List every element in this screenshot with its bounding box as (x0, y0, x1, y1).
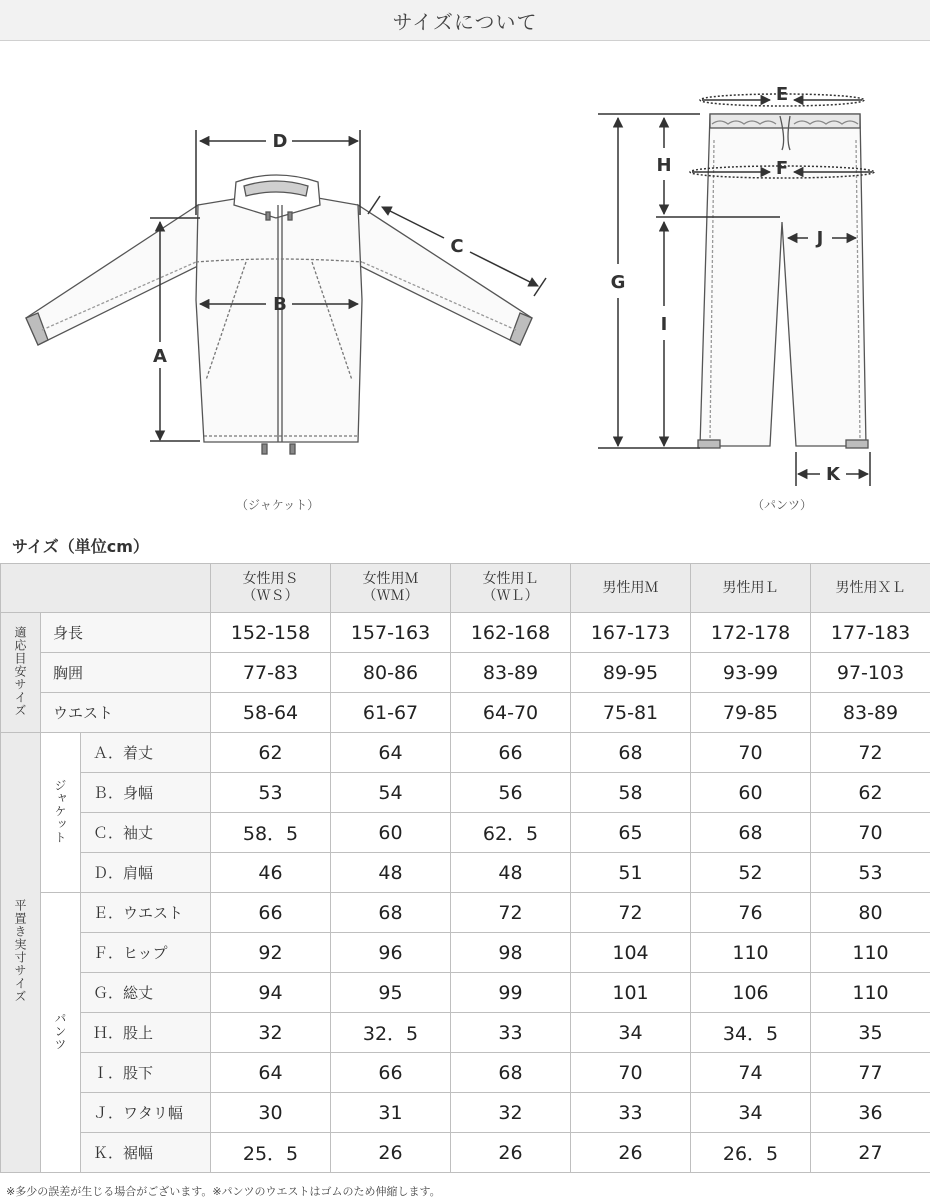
table-cell: 172-178 (691, 613, 811, 653)
label-c: C (450, 236, 464, 257)
table-cell: 83-89 (811, 693, 930, 733)
table-cell: 27 (811, 1133, 930, 1173)
table-cell: 33 (451, 1013, 571, 1053)
group-jacket (41, 733, 81, 893)
table-cell: 89-95 (571, 653, 691, 693)
table-cell: 96 (331, 933, 451, 973)
table-cell: 92 (211, 933, 331, 973)
table-cell: 62 (811, 773, 930, 813)
table-cell: 72 (571, 893, 691, 933)
table-cell: 95 (331, 973, 451, 1013)
size-diagram (0, 40, 930, 530)
label-j: J (816, 228, 824, 249)
table-cell: 68 (691, 813, 811, 853)
table-cell: 32 (211, 1013, 331, 1053)
table-cell: 46 (211, 853, 331, 893)
table-cell: 58．5 (211, 813, 331, 853)
table-cell: 64-70 (451, 693, 571, 733)
row-label: Ｊ．ワタリ幅 (81, 1093, 211, 1133)
table-cell: 79-85 (691, 693, 811, 733)
table-cell: 93-99 (691, 653, 811, 693)
row-label: Ｅ．ウエスト (81, 893, 211, 933)
table-row (1, 693, 930, 733)
table-cell: 36 (811, 1093, 930, 1133)
table-cell: 104 (571, 933, 691, 973)
group-flat-text: 平置き実寸サイズ (13, 899, 27, 1003)
pants-caption: （パンツ） (752, 498, 813, 512)
table-cell: 26 (331, 1133, 451, 1173)
table-cell: 58 (571, 773, 691, 813)
table-cell: 99 (451, 973, 571, 1013)
table-cell: 31 (331, 1093, 451, 1133)
footnote: ※多少の誤差が生じる場合がございます。※パンツのウエストはゴムのため伸縮します。 (6, 1185, 441, 1198)
table-cell: 33 (571, 1093, 691, 1133)
table-cell: 94 (211, 973, 331, 1013)
table-cell: 97-103 (811, 653, 930, 693)
row-label: Ｃ．袖丈 (81, 813, 211, 853)
table-cell: 75-81 (571, 693, 691, 733)
table-cell: 72 (451, 893, 571, 933)
label-h: H (656, 155, 672, 176)
label-f: F (775, 158, 789, 179)
table-cell: 66 (211, 893, 331, 933)
group-pants-text: パンツ (53, 1011, 67, 1051)
table-cell: 60 (331, 813, 451, 853)
table-cell: 54 (331, 773, 451, 813)
table-cell: 157-163 (331, 613, 451, 653)
size-column-header: 男性用Ｍ (571, 564, 691, 613)
table-cell: 74 (691, 1053, 811, 1093)
header-row (1, 564, 930, 613)
table-cell: 65 (571, 813, 691, 853)
group-jacket-text: ジャケット (53, 778, 67, 844)
row-label: Ｂ．身幅 (81, 773, 211, 813)
table-cell: 110 (811, 933, 930, 973)
table-cell: 64 (211, 1053, 331, 1093)
label-k: K (826, 464, 840, 485)
label-b: B (273, 294, 287, 315)
table-row (1, 733, 930, 773)
label-a: A (153, 346, 167, 367)
table-cell: 48 (331, 853, 451, 893)
size-column-header: 女性用Ｓ （ＷＳ） (211, 564, 331, 613)
size-column-header: 男性用Ｌ (691, 564, 811, 613)
table-cell: 80 (811, 893, 930, 933)
table-cell: 68 (331, 893, 451, 933)
label-d: D (272, 131, 288, 152)
table-row (1, 813, 930, 853)
table-cell: 66 (451, 733, 571, 773)
garment-illustration (0, 40, 930, 530)
table-cell: 58-64 (211, 693, 331, 733)
table-row (1, 1013, 930, 1053)
jacket-caption: （ジャケット） (236, 498, 320, 512)
table-cell: 98 (451, 933, 571, 973)
table-row (1, 653, 930, 693)
table-row (1, 1133, 930, 1173)
table-cell: 101 (571, 973, 691, 1013)
table-cell: 68 (451, 1053, 571, 1093)
table-cell: 53 (811, 853, 930, 893)
table-row (1, 973, 930, 1013)
row-label: 胸囲 (41, 653, 211, 693)
label-i: I (660, 314, 668, 335)
table-cell: 77-83 (211, 653, 331, 693)
group-pants (41, 893, 81, 1173)
size-column-header: 女性用Ｍ （ＷＭ） (331, 564, 451, 613)
table-cell: 32 (451, 1093, 571, 1133)
row-label: Ｇ．総丈 (81, 973, 211, 1013)
size-table (0, 563, 930, 1173)
table-cell: 26 (571, 1133, 691, 1173)
label-e: E (775, 84, 789, 105)
table-cell: 83-89 (451, 653, 571, 693)
table-row (1, 773, 930, 813)
row-label: Ｉ．股下 (81, 1053, 211, 1093)
group-guide-text: 適応目安サイズ (13, 625, 27, 717)
table-cell: 32．5 (331, 1013, 451, 1053)
table-cell: 68 (571, 733, 691, 773)
table-cell: 51 (571, 853, 691, 893)
table-cell: 152-158 (211, 613, 331, 653)
table-cell: 62 (211, 733, 331, 773)
table-row (1, 933, 930, 973)
table-row (1, 1053, 930, 1093)
group-guide (1, 613, 41, 733)
row-label: Ｋ．裾幅 (81, 1133, 211, 1173)
table-cell: 106 (691, 973, 811, 1013)
table-cell: 77 (811, 1053, 930, 1093)
table-cell: 70 (571, 1053, 691, 1093)
table-cell: 70 (811, 813, 930, 853)
table-cell: 76 (691, 893, 811, 933)
table-cell: 70 (691, 733, 811, 773)
page-title: サイズについて (0, 0, 930, 41)
size-column-header: 男性用ＸＬ (811, 564, 930, 613)
table-title: サイズ（単位cm） (12, 537, 149, 556)
row-label: 身長 (41, 613, 211, 653)
table-cell: 34 (691, 1093, 811, 1133)
table-cell: 53 (211, 773, 331, 813)
row-label: Ａ．着丈 (81, 733, 211, 773)
table-row (1, 1093, 930, 1133)
table-cell: 25．5 (211, 1133, 331, 1173)
table-cell: 30 (211, 1093, 331, 1133)
table-cell: 35 (811, 1013, 930, 1053)
header-corner (1, 564, 211, 613)
table-cell: 80-86 (331, 653, 451, 693)
group-flat (1, 733, 41, 1173)
table-cell: 26．5 (691, 1133, 811, 1173)
table-cell: 110 (811, 973, 930, 1013)
table-row (1, 893, 930, 933)
table-cell: 72 (811, 733, 930, 773)
table-cell: 60 (691, 773, 811, 813)
table-cell: 56 (451, 773, 571, 813)
row-label: Ｄ．肩幅 (81, 853, 211, 893)
row-label: Ｆ．ヒップ (81, 933, 211, 973)
table-cell: 62．5 (451, 813, 571, 853)
table-cell: 61-67 (331, 693, 451, 733)
table-cell: 34 (571, 1013, 691, 1053)
table-cell: 110 (691, 933, 811, 973)
table-cell: 66 (331, 1053, 451, 1093)
table-cell: 26 (451, 1133, 571, 1173)
row-label: ウエスト (41, 693, 211, 733)
table-cell: 34．5 (691, 1013, 811, 1053)
table-cell: 167-173 (571, 613, 691, 653)
table-cell: 162-168 (451, 613, 571, 653)
table-row (1, 613, 930, 653)
table-cell: 48 (451, 853, 571, 893)
table-cell: 52 (691, 853, 811, 893)
row-label: Ｈ．股上 (81, 1013, 211, 1053)
table-row (1, 853, 930, 893)
table-cell: 64 (331, 733, 451, 773)
label-g: G (610, 272, 626, 293)
size-column-header: 女性用Ｌ （ＷＬ） (451, 564, 571, 613)
table-cell: 177-183 (811, 613, 930, 653)
